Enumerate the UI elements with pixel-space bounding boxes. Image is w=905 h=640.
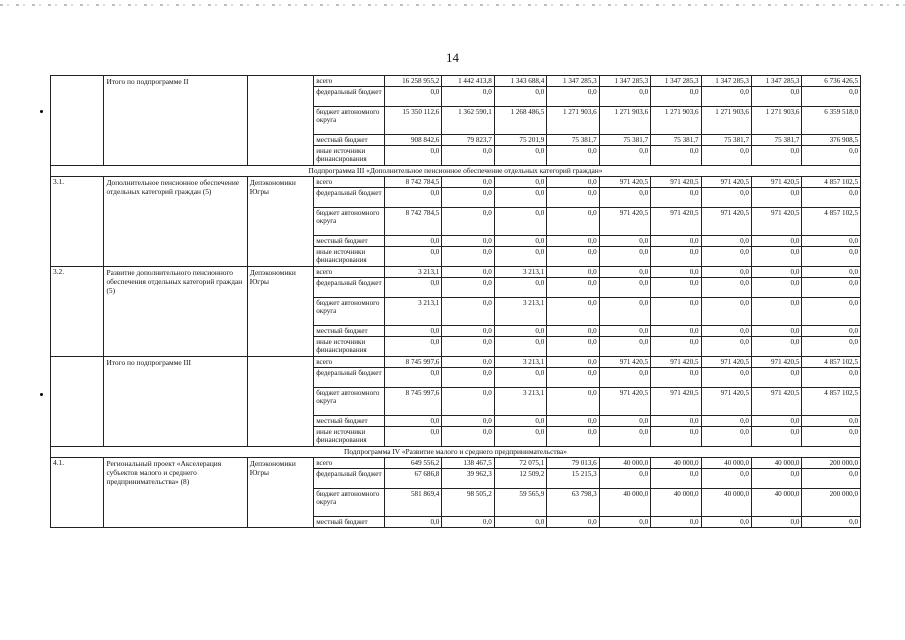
value-cell: 0,0 bbox=[651, 267, 701, 278]
value-cell: 0,0 bbox=[802, 247, 861, 267]
value-cell: 0,0 bbox=[802, 146, 861, 166]
value-cell: 8 745 997,6 bbox=[384, 388, 441, 416]
value-cell: 971 420,5 bbox=[599, 388, 650, 416]
value-cell: 0,0 bbox=[442, 208, 494, 236]
value-cell: 908 842,6 bbox=[384, 135, 441, 146]
item-index bbox=[51, 357, 104, 447]
section-row bbox=[51, 447, 861, 458]
value-cell: 971 420,5 bbox=[701, 208, 751, 236]
value-cell: 0,0 bbox=[494, 247, 546, 267]
funding-source: бюджет автономного округа bbox=[314, 107, 385, 135]
value-cell: 0,0 bbox=[547, 236, 599, 247]
value-cell: 0,0 bbox=[751, 416, 801, 427]
value-cell: 0,0 bbox=[547, 517, 599, 528]
value-cell: 0,0 bbox=[494, 177, 546, 188]
funding-source: иные источники финансирования bbox=[314, 337, 385, 357]
table-row bbox=[51, 357, 861, 368]
funding-source: федеральный бюджет bbox=[314, 368, 385, 388]
value-cell: 0,0 bbox=[751, 236, 801, 247]
value-cell: 200 000,0 bbox=[802, 489, 861, 517]
value-cell: 75 381,7 bbox=[701, 135, 751, 146]
funding-source: федеральный бюджет bbox=[314, 278, 385, 298]
value-cell: 0,0 bbox=[751, 188, 801, 208]
value-cell: 0,0 bbox=[802, 267, 861, 278]
value-cell: 0,0 bbox=[547, 388, 599, 416]
value-cell: 0,0 bbox=[547, 208, 599, 236]
value-cell: 3 213,1 bbox=[384, 298, 441, 326]
value-cell: 0,0 bbox=[651, 236, 701, 247]
funding-source: бюджет автономного округа bbox=[314, 298, 385, 326]
item-name: Дополнительное пенсионное обеспечение отдельных категорий граждан (5) bbox=[104, 177, 247, 267]
value-cell: 971 420,5 bbox=[751, 177, 801, 188]
value-cell: 0,0 bbox=[599, 87, 650, 107]
value-cell: 0,0 bbox=[751, 469, 801, 489]
value-cell: 4 857 102,5 bbox=[802, 357, 861, 368]
value-cell: 0,0 bbox=[384, 416, 441, 427]
value-cell: 0,0 bbox=[599, 247, 650, 267]
value-cell: 0,0 bbox=[442, 177, 494, 188]
value-cell: 0,0 bbox=[751, 247, 801, 267]
table-row bbox=[51, 267, 861, 278]
value-cell: 75 381,7 bbox=[547, 135, 599, 146]
value-cell: 0,0 bbox=[547, 368, 599, 388]
value-cell: 0,0 bbox=[701, 326, 751, 337]
value-cell: 0,0 bbox=[384, 368, 441, 388]
value-cell: 0,0 bbox=[599, 278, 650, 298]
value-cell: 1 271 903,6 bbox=[701, 107, 751, 135]
value-cell: 200 000,0 bbox=[802, 458, 861, 469]
value-cell: 6 736 426,5 bbox=[802, 76, 861, 87]
value-cell: 0,0 bbox=[494, 236, 546, 247]
value-cell: 0,0 bbox=[599, 267, 650, 278]
value-cell: 0,0 bbox=[494, 337, 546, 357]
value-cell: 0,0 bbox=[547, 326, 599, 337]
item-name: Региональный проект «Акселерация субъектов малого и среднего предпринимательства» (8) bbox=[104, 458, 247, 528]
value-cell: 0,0 bbox=[442, 368, 494, 388]
value-cell: 3 213,1 bbox=[494, 267, 546, 278]
value-cell: 0,0 bbox=[547, 278, 599, 298]
value-cell: 8 742 784,5 bbox=[384, 177, 441, 188]
value-cell: 971 420,5 bbox=[599, 357, 650, 368]
value-cell: 0,0 bbox=[547, 177, 599, 188]
value-cell: 75 201,9 bbox=[494, 135, 546, 146]
value-cell: 0,0 bbox=[651, 517, 701, 528]
value-cell: 0,0 bbox=[751, 146, 801, 166]
page-number: 14 bbox=[446, 50, 459, 65]
value-cell: 40 000,0 bbox=[651, 458, 701, 469]
value-cell: 971 420,5 bbox=[651, 208, 701, 236]
value-cell: 0,0 bbox=[442, 188, 494, 208]
budget-table bbox=[50, 75, 861, 528]
value-cell: 0,0 bbox=[802, 298, 861, 326]
value-cell: 0,0 bbox=[494, 146, 546, 166]
value-cell: 0,0 bbox=[751, 337, 801, 357]
funding-source: местный бюджет bbox=[314, 135, 385, 146]
value-cell: 0,0 bbox=[599, 326, 650, 337]
responsible: Депэкономики Югры bbox=[247, 177, 314, 267]
value-cell: 0,0 bbox=[442, 278, 494, 298]
value-cell: 0,0 bbox=[599, 236, 650, 247]
value-cell: 0,0 bbox=[701, 267, 751, 278]
value-cell: 59 565,9 bbox=[494, 489, 546, 517]
value-cell: 0,0 bbox=[701, 188, 751, 208]
table-row bbox=[51, 177, 861, 188]
value-cell: 971 420,5 bbox=[751, 208, 801, 236]
value-cell: 0,0 bbox=[384, 87, 441, 107]
value-cell: 0,0 bbox=[384, 146, 441, 166]
value-cell: 0,0 bbox=[802, 416, 861, 427]
funding-source: бюджет автономного округа bbox=[314, 489, 385, 517]
value-cell: 0,0 bbox=[802, 236, 861, 247]
value-cell: 0,0 bbox=[701, 247, 751, 267]
value-cell: 0,0 bbox=[701, 416, 751, 427]
value-cell: 0,0 bbox=[442, 236, 494, 247]
item-index bbox=[51, 76, 104, 166]
value-cell: 0,0 bbox=[494, 326, 546, 337]
funding-source: федеральный бюджет bbox=[314, 188, 385, 208]
value-cell: 0,0 bbox=[494, 517, 546, 528]
value-cell: 0,0 bbox=[442, 427, 494, 447]
value-cell: 3 213,1 bbox=[494, 357, 546, 368]
value-cell: 0,0 bbox=[384, 188, 441, 208]
value-cell: 649 556,2 bbox=[384, 458, 441, 469]
value-cell: 0,0 bbox=[547, 427, 599, 447]
value-cell: 0,0 bbox=[651, 368, 701, 388]
value-cell: 1 268 486,5 bbox=[494, 107, 546, 135]
funding-source: всего bbox=[314, 458, 385, 469]
value-cell: 0,0 bbox=[802, 427, 861, 447]
value-cell: 0,0 bbox=[701, 368, 751, 388]
value-cell: 0,0 bbox=[701, 278, 751, 298]
value-cell: 0,0 bbox=[751, 427, 801, 447]
value-cell: 0,0 bbox=[384, 236, 441, 247]
value-cell: 1 271 903,6 bbox=[651, 107, 701, 135]
value-cell: 0,0 bbox=[442, 517, 494, 528]
value-cell: 4 857 102,5 bbox=[802, 388, 861, 416]
value-cell: 0,0 bbox=[442, 87, 494, 107]
value-cell: 75 381,7 bbox=[599, 135, 650, 146]
value-cell: 0,0 bbox=[442, 247, 494, 267]
value-cell: 0,0 bbox=[701, 236, 751, 247]
value-cell: 0,0 bbox=[651, 469, 701, 489]
value-cell: 1 442 413,8 bbox=[442, 76, 494, 87]
value-cell: 0,0 bbox=[599, 517, 650, 528]
value-cell: 6 359 518,0 bbox=[802, 107, 861, 135]
value-cell: 4 857 102,5 bbox=[802, 208, 861, 236]
value-cell: 0,0 bbox=[651, 87, 701, 107]
value-cell: 0,0 bbox=[599, 298, 650, 326]
scan-dot bbox=[40, 393, 43, 396]
value-cell: 8 745 997,6 bbox=[384, 357, 441, 368]
value-cell: 0,0 bbox=[651, 278, 701, 298]
value-cell: 138 467,5 bbox=[442, 458, 494, 469]
funding-source: местный бюджет bbox=[314, 236, 385, 247]
value-cell: 0,0 bbox=[751, 326, 801, 337]
value-cell: 0,0 bbox=[751, 368, 801, 388]
funding-source: всего bbox=[314, 267, 385, 278]
scan-artifact-line bbox=[0, 4, 905, 6]
value-cell: 0,0 bbox=[802, 326, 861, 337]
value-cell: 0,0 bbox=[494, 87, 546, 107]
value-cell: 0,0 bbox=[494, 188, 546, 208]
scan-dot bbox=[40, 110, 43, 113]
value-cell: 0,0 bbox=[547, 357, 599, 368]
value-cell: 0,0 bbox=[701, 146, 751, 166]
value-cell: 3 213,1 bbox=[494, 298, 546, 326]
value-cell: 0,0 bbox=[802, 337, 861, 357]
value-cell: 971 420,5 bbox=[751, 388, 801, 416]
value-cell: 0,0 bbox=[751, 517, 801, 528]
value-cell: 0,0 bbox=[547, 188, 599, 208]
funding-source: бюджет автономного округа bbox=[314, 208, 385, 236]
value-cell: 0,0 bbox=[384, 247, 441, 267]
value-cell: 0,0 bbox=[802, 368, 861, 388]
value-cell: 0,0 bbox=[494, 427, 546, 447]
item-index: 4.1. bbox=[51, 458, 104, 528]
value-cell: 0,0 bbox=[751, 267, 801, 278]
value-cell: 0,0 bbox=[701, 298, 751, 326]
value-cell: 971 420,5 bbox=[651, 388, 701, 416]
responsible: Депэкономики Югры bbox=[247, 267, 314, 357]
value-cell: 40 000,0 bbox=[701, 489, 751, 517]
funding-source: федеральный бюджет bbox=[314, 87, 385, 107]
value-cell: 0,0 bbox=[547, 267, 599, 278]
value-cell: 0,0 bbox=[599, 469, 650, 489]
value-cell: 0,0 bbox=[651, 416, 701, 427]
item-name: Итого по подпрограмме II bbox=[104, 76, 247, 166]
value-cell: 63 798,3 bbox=[547, 489, 599, 517]
value-cell: 0,0 bbox=[651, 326, 701, 337]
value-cell: 0,0 bbox=[802, 87, 861, 107]
value-cell: 971 420,5 bbox=[701, 388, 751, 416]
funding-source: иные источники финансирования bbox=[314, 146, 385, 166]
value-cell: 0,0 bbox=[599, 337, 650, 357]
value-cell: 0,0 bbox=[494, 416, 546, 427]
value-cell: 1 362 590,1 bbox=[442, 107, 494, 135]
funding-source: местный бюджет bbox=[314, 326, 385, 337]
funding-source: местный бюджет bbox=[314, 517, 385, 528]
value-cell: 16 258 955,2 bbox=[384, 76, 441, 87]
value-cell: 1 347 285,3 bbox=[751, 76, 801, 87]
responsible bbox=[247, 357, 314, 447]
value-cell: 971 420,5 bbox=[701, 357, 751, 368]
value-cell: 0,0 bbox=[651, 146, 701, 166]
value-cell: 0,0 bbox=[384, 337, 441, 357]
value-cell: 0,0 bbox=[701, 469, 751, 489]
funding-source: бюджет автономного округа bbox=[314, 388, 385, 416]
item-index: 3.2. bbox=[51, 267, 104, 357]
table-row bbox=[51, 458, 861, 469]
section-title: Подпрограмма III «Дополнительное пенсионное обеспечение отдельных категорий граждан» bbox=[51, 166, 861, 177]
value-cell: 15 350 112,6 bbox=[384, 107, 441, 135]
value-cell: 1 271 903,6 bbox=[751, 107, 801, 135]
value-cell: 1 347 285,3 bbox=[599, 76, 650, 87]
section-title: Подпрограмма IV «Развитие малого и среднего предпринимательства» bbox=[51, 447, 861, 458]
value-cell: 40 000,0 bbox=[651, 489, 701, 517]
value-cell: 0,0 bbox=[651, 427, 701, 447]
value-cell: 0,0 bbox=[442, 357, 494, 368]
value-cell: 0,0 bbox=[651, 298, 701, 326]
value-cell: 39 962,3 bbox=[442, 469, 494, 489]
value-cell: 0,0 bbox=[802, 469, 861, 489]
value-cell: 75 381,7 bbox=[751, 135, 801, 146]
value-cell: 15 215,3 bbox=[547, 469, 599, 489]
value-cell: 0,0 bbox=[442, 326, 494, 337]
value-cell: 0,0 bbox=[442, 267, 494, 278]
value-cell: 0,0 bbox=[547, 416, 599, 427]
value-cell: 1 347 285,3 bbox=[547, 76, 599, 87]
value-cell: 0,0 bbox=[802, 278, 861, 298]
value-cell: 0,0 bbox=[599, 146, 650, 166]
value-cell: 0,0 bbox=[547, 337, 599, 357]
funding-source: иные источники финансирования bbox=[314, 427, 385, 447]
value-cell: 971 420,5 bbox=[651, 357, 701, 368]
value-cell: 0,0 bbox=[547, 87, 599, 107]
responsible: Депэкономики Югры bbox=[247, 458, 314, 528]
funding-source: местный бюджет bbox=[314, 416, 385, 427]
value-cell: 0,0 bbox=[802, 188, 861, 208]
value-cell: 0,0 bbox=[701, 517, 751, 528]
value-cell: 0,0 bbox=[442, 298, 494, 326]
value-cell: 8 742 784,5 bbox=[384, 208, 441, 236]
value-cell: 1 343 688,4 bbox=[494, 76, 546, 87]
table-row bbox=[51, 76, 861, 87]
funding-source: всего bbox=[314, 357, 385, 368]
value-cell: 0,0 bbox=[384, 427, 441, 447]
value-cell: 75 381,7 bbox=[651, 135, 701, 146]
value-cell: 0,0 bbox=[442, 146, 494, 166]
value-cell: 0,0 bbox=[384, 326, 441, 337]
item-name: Итого по подпрограмме III bbox=[104, 357, 247, 447]
value-cell: 971 420,5 bbox=[701, 177, 751, 188]
value-cell: 0,0 bbox=[751, 298, 801, 326]
responsible bbox=[247, 76, 314, 166]
value-cell: 40 000,0 bbox=[751, 489, 801, 517]
value-cell: 0,0 bbox=[494, 208, 546, 236]
value-cell: 72 075,1 bbox=[494, 458, 546, 469]
value-cell: 0,0 bbox=[442, 388, 494, 416]
value-cell: 0,0 bbox=[751, 87, 801, 107]
value-cell: 0,0 bbox=[599, 368, 650, 388]
value-cell: 1 271 903,6 bbox=[547, 107, 599, 135]
value-cell: 1 347 285,3 bbox=[701, 76, 751, 87]
value-cell: 40 000,0 bbox=[751, 458, 801, 469]
value-cell: 12 509,2 bbox=[494, 469, 546, 489]
value-cell: 0,0 bbox=[701, 337, 751, 357]
value-cell: 376 908,5 bbox=[802, 135, 861, 146]
value-cell: 0,0 bbox=[547, 298, 599, 326]
value-cell: 98 505,2 bbox=[442, 489, 494, 517]
value-cell: 971 420,5 bbox=[651, 177, 701, 188]
value-cell: 3 213,1 bbox=[384, 267, 441, 278]
value-cell: 0,0 bbox=[651, 188, 701, 208]
value-cell: 0,0 bbox=[701, 427, 751, 447]
value-cell: 0,0 bbox=[442, 416, 494, 427]
value-cell: 0,0 bbox=[547, 247, 599, 267]
value-cell: 0,0 bbox=[651, 337, 701, 357]
value-cell: 40 000,0 bbox=[701, 458, 751, 469]
value-cell: 0,0 bbox=[442, 337, 494, 357]
item-index: 3.1. bbox=[51, 177, 104, 267]
value-cell: 0,0 bbox=[494, 368, 546, 388]
value-cell: 67 686,8 bbox=[384, 469, 441, 489]
value-cell: 0,0 bbox=[494, 278, 546, 298]
value-cell: 40 000,0 bbox=[599, 458, 650, 469]
value-cell: 0,0 bbox=[751, 278, 801, 298]
value-cell: 0,0 bbox=[802, 517, 861, 528]
funding-source: всего bbox=[314, 177, 385, 188]
value-cell: 971 420,5 bbox=[599, 177, 650, 188]
value-cell: 40 000,0 bbox=[599, 489, 650, 517]
value-cell: 0,0 bbox=[384, 278, 441, 298]
value-cell: 79 823,7 bbox=[442, 135, 494, 146]
value-cell: 4 857 102,5 bbox=[802, 177, 861, 188]
value-cell: 1 347 285,3 bbox=[651, 76, 701, 87]
value-cell: 971 420,5 bbox=[751, 357, 801, 368]
value-cell: 79 013,6 bbox=[547, 458, 599, 469]
value-cell: 0,0 bbox=[384, 517, 441, 528]
value-cell: 0,0 bbox=[651, 247, 701, 267]
value-cell: 0,0 bbox=[599, 188, 650, 208]
funding-source: иные источники финансирования bbox=[314, 247, 385, 267]
value-cell: 581 869,4 bbox=[384, 489, 441, 517]
funding-source: всего bbox=[314, 76, 385, 87]
item-name: Развитие дополнительного пенсионного обеспечения отдельных категорий граждан (5) bbox=[104, 267, 247, 357]
value-cell: 0,0 bbox=[547, 146, 599, 166]
value-cell: 971 420,5 bbox=[599, 208, 650, 236]
value-cell: 0,0 bbox=[599, 427, 650, 447]
value-cell: 0,0 bbox=[701, 87, 751, 107]
funding-source: федеральный бюджет bbox=[314, 469, 385, 489]
value-cell: 3 213,1 bbox=[494, 388, 546, 416]
value-cell: 0,0 bbox=[599, 416, 650, 427]
value-cell: 1 271 903,6 bbox=[599, 107, 650, 135]
section-row bbox=[51, 166, 861, 177]
